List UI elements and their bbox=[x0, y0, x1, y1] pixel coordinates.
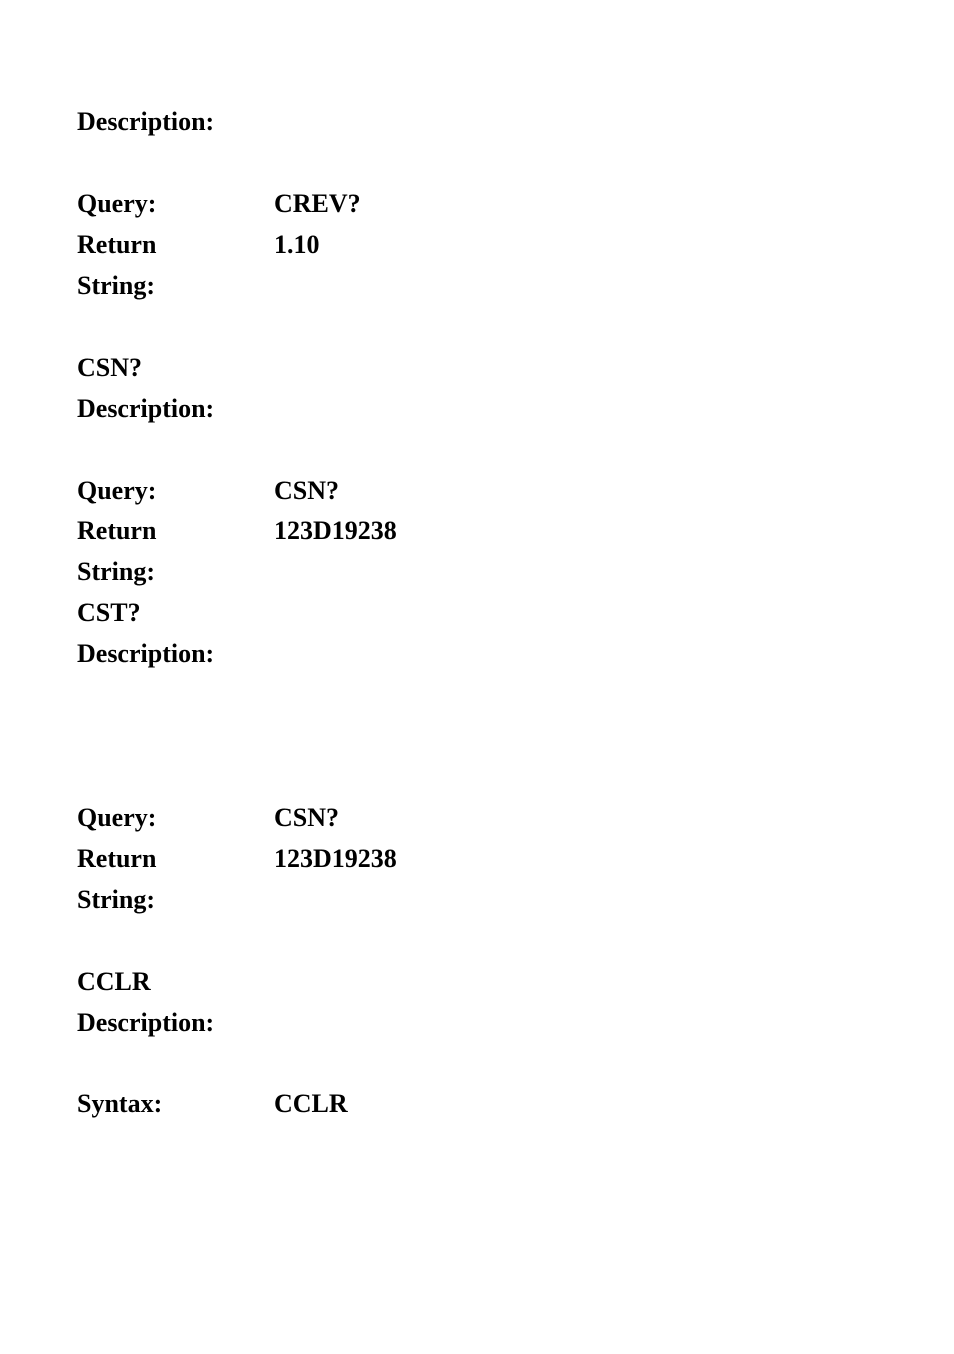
string-label: String: bbox=[77, 271, 155, 300]
command-heading: CST? bbox=[77, 598, 141, 627]
string-label: String: bbox=[77, 557, 155, 586]
syntax-value: CCLR bbox=[274, 1089, 348, 1118]
description-label: Description: bbox=[77, 639, 215, 668]
return-value: 123D19238 bbox=[274, 516, 397, 545]
query-label: Query: bbox=[77, 189, 157, 218]
return-label: Return bbox=[77, 844, 157, 873]
command-heading: CCLR bbox=[77, 967, 151, 996]
description-label: Description: bbox=[77, 394, 215, 423]
return-label: Return bbox=[77, 230, 157, 259]
return-value: 1.10 bbox=[274, 230, 320, 259]
return-value: 123D19238 bbox=[274, 844, 397, 873]
description-label: Description: bbox=[77, 107, 215, 136]
query-value: CSN? bbox=[274, 476, 340, 505]
string-label: String: bbox=[77, 885, 155, 914]
query-value: CREV? bbox=[274, 189, 361, 218]
command-heading: CSN? bbox=[77, 353, 143, 382]
query-value: CSN? bbox=[274, 803, 340, 832]
description-label: Description: bbox=[77, 1008, 215, 1037]
syntax-label: Syntax: bbox=[77, 1089, 163, 1118]
return-label: Return bbox=[77, 516, 157, 545]
query-label: Query: bbox=[77, 476, 157, 505]
query-label: Query: bbox=[77, 803, 157, 832]
